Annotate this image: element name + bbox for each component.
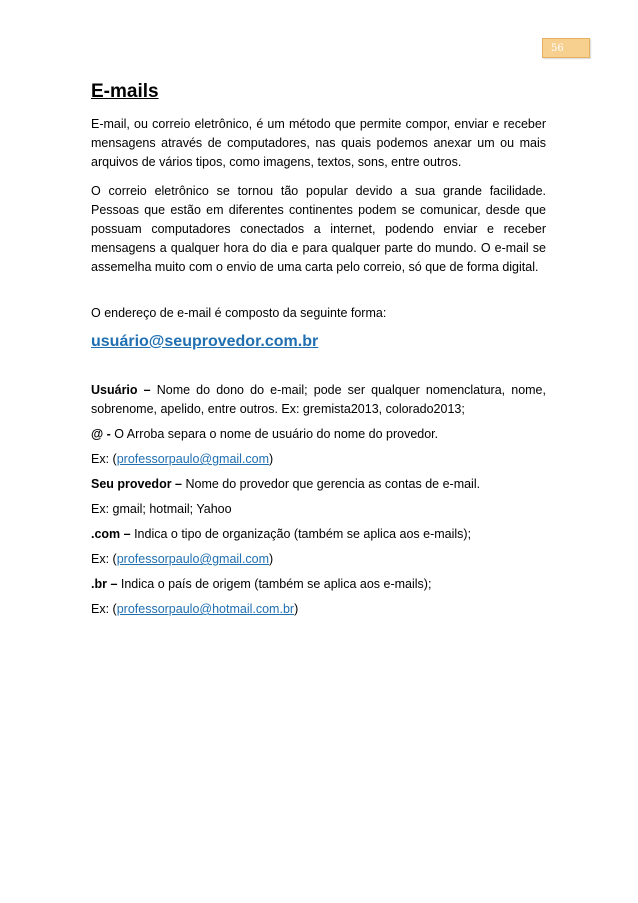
example-suffix: ) (269, 452, 274, 466)
email-address-example[interactable]: usuário@seuprovedor.com.br (91, 333, 319, 350)
popularity-paragraph: O correio eletrônico se tornou tão popular devido a sua grande facilidade. Pessoas que estão em diferentes continentes podem se comunicar, desde que possuam computadores conectados a internet, podendo enviar e receber mensagens a qualquer hora do dia e para qualquer parte do mundo. O e-mail se assemelha muito com o envio de uma carta pelo correio, só que de forma digital. (91, 184, 546, 274)
com-description: Indica o tipo de organização (também se aplica aos e-mails); (130, 527, 472, 541)
br-term: .br – (91, 577, 118, 591)
br-description: Indica o país de origem (também se aplica aos e-mails); (117, 577, 432, 591)
br-definition (91, 575, 546, 594)
section-title: E-mails (91, 81, 159, 102)
document-body (91, 80, 546, 625)
provedor-definition (91, 475, 546, 494)
arroba-term: @ - (91, 427, 111, 441)
page-number: 56 (551, 43, 564, 54)
intro-paragraph: E-mail, ou correio eletrônico, é um método que permite compor, enviar e receber mensagens através de computadores, nas quais podemos anexar um ou mais arquivos de vários tipos, como imagens, textos, sons, entre outros. (91, 117, 546, 169)
usuario-description: Nome do dono do e-mail; pode ser qualquer nomenclatura, nome, sobrenome, apelido, entre outros. Ex: gremista2013, colorado2013; (91, 383, 546, 416)
provedor-example: Ex: gmail; hotmail; Yahoo (91, 502, 232, 516)
example-prefix: Ex: ( (91, 452, 117, 466)
com-definition (91, 525, 546, 544)
example-email-link[interactable]: professorpaulo@gmail.com (116, 452, 270, 466)
example-email-link[interactable]: professorpaulo@gmail.com (116, 552, 270, 566)
arroba-definition (91, 425, 546, 444)
arroba-description: O Arroba separa o nome de usuário do nome do provedor. (110, 427, 439, 441)
br-example (91, 600, 546, 619)
usuario-definition (91, 381, 546, 419)
example-suffix: ) (269, 552, 274, 566)
example-suffix: ) (294, 602, 299, 616)
example-prefix: Ex: ( (91, 602, 117, 616)
arroba-example (91, 450, 546, 469)
address-intro: O endereço de e-mail é composto da seguinte forma: (91, 306, 387, 320)
example-prefix: Ex: ( (91, 552, 117, 566)
example-email-link[interactable]: professorpaulo@hotmail.com.br (116, 602, 295, 616)
page-number-badge (542, 38, 590, 58)
usuario-term: Usuário – (91, 383, 151, 397)
provedor-description: Nome do provedor que gerencia as contas de e-mail. (182, 477, 481, 491)
provedor-term: Seu provedor – (91, 477, 182, 491)
com-example (91, 550, 546, 569)
com-term: .com – (91, 527, 131, 541)
